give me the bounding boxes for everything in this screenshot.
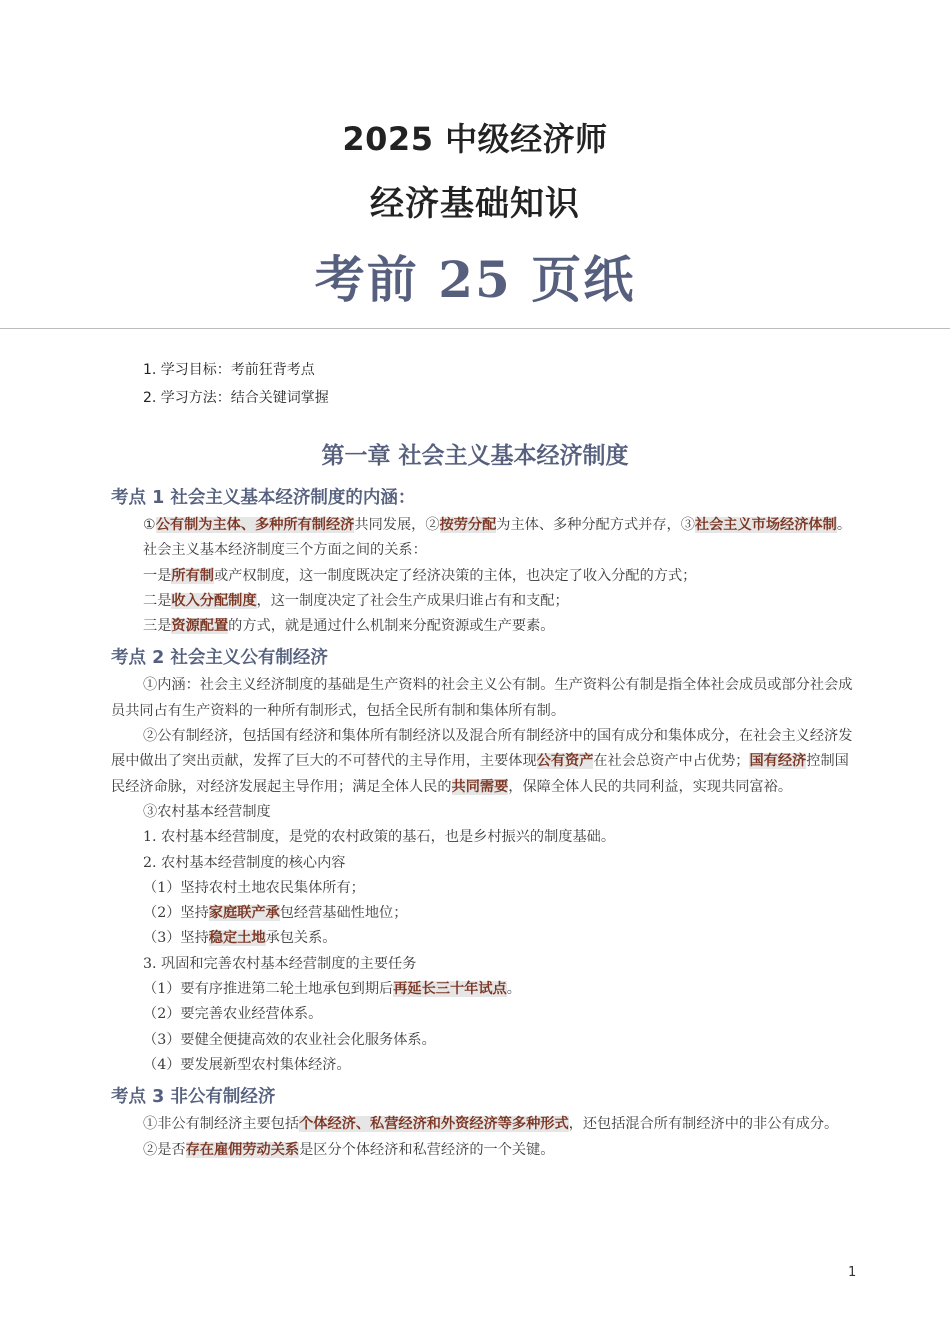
keyword-highlight: 按劳分配 bbox=[439, 517, 497, 533]
text: 是区分个体经济和私营经济的一个关键。 bbox=[299, 1141, 555, 1158]
text: （2）坚持 bbox=[143, 905, 209, 922]
goal-item: 1. 学习目标：考前狂背考点 bbox=[143, 362, 315, 378]
text: ②公有制经济，包括国有经济和集体所有制经济以及混合所有制经济中的国有成分和集体成分，在社会主义经济发展中做出了突出贡献，发挥了巨大的不可替代的主导作用，主要体现 bbox=[111, 728, 853, 770]
text: 承包关系。 bbox=[265, 930, 337, 947]
paragraph: 1. 农村基本经营制度，是党的农村政策的基石，也是乡村振兴的制度基础。 bbox=[143, 829, 616, 846]
text: 控制国民经济命脉，对经济发展起主导作用；满足全体人民的 bbox=[111, 753, 849, 795]
keyword-highlight: 所有制 bbox=[171, 567, 214, 584]
text: 在社会总资产中占优势； bbox=[593, 753, 750, 770]
keyword-highlight: 收入分配制度 bbox=[171, 592, 257, 609]
text: 为主体、多种分配方式并存，③ bbox=[496, 517, 695, 533]
keyword-highlight: 存在雇佣劳动关系 bbox=[185, 1141, 300, 1158]
section-heading-3: 考点 3 非公有制经济 bbox=[111, 1087, 276, 1108]
paragraph: ③农村基本经营制度 bbox=[143, 803, 271, 820]
paragraph: （2）要完善农业经营体系。 bbox=[143, 1006, 323, 1023]
paragraph bbox=[111, 1112, 859, 1137]
paragraph bbox=[111, 977, 859, 1002]
paragraph: 3. 巩固和完善农村基本经营制度的主要任务 bbox=[143, 955, 417, 972]
keyword-highlight: 共同需要 bbox=[451, 778, 509, 795]
study-goals bbox=[143, 358, 329, 414]
title-divider bbox=[0, 328, 950, 329]
paragraph bbox=[111, 513, 859, 538]
document-body bbox=[111, 483, 859, 1163]
keyword-highlight: 公有资产 bbox=[536, 753, 594, 770]
text: 。 bbox=[836, 517, 852, 533]
paragraph: （3）要健全便捷高效的农业社会化服务体系。 bbox=[143, 1031, 436, 1048]
paragraph: ①内涵：社会主义经济制度的基础是生产资料的社会主义公有制。生产资料公有制是指全体社会成员或部分社会成员共同占有生产资料的一种所有制形式，包括全民所有制和集体所有制。 bbox=[111, 677, 853, 719]
section-heading-2: 考点 2 社会主义公有制经济 bbox=[111, 648, 328, 669]
text: 一是 bbox=[143, 567, 172, 584]
text: 。 bbox=[506, 981, 521, 998]
text: 的方式，就是通过什么机制来分配资源或生产要素。 bbox=[228, 618, 555, 635]
document-title-year: 2025 中级经济师 bbox=[342, 120, 608, 158]
text: ，还包括混合所有制经济中的非公有成分。 bbox=[568, 1116, 839, 1133]
goal-item: 2. 学习方法：结合关键词掌握 bbox=[143, 390, 329, 406]
text: （3）坚持 bbox=[143, 930, 209, 947]
keyword-highlight: 国有经济 bbox=[749, 753, 807, 770]
text: （1）要有序推进第二轮土地承包到期后 bbox=[143, 981, 394, 998]
keyword-highlight: 个体经济、私营经济和外资经济等多种形式 bbox=[299, 1116, 569, 1133]
document-title-subject: 经济基础知识 bbox=[370, 184, 580, 224]
text: 包经营基础性地位； bbox=[279, 905, 408, 922]
keyword-highlight: 公有制为主体、多种所有制经济 bbox=[155, 517, 355, 533]
text: ① bbox=[143, 517, 156, 533]
section-heading-1: 考点 1 社会主义基本经济制度的内涵： bbox=[111, 488, 416, 508]
paragraph bbox=[111, 589, 859, 614]
keyword-highlight: 资源配置 bbox=[171, 618, 229, 635]
paragraph: （4）要发展新型农村集体经济。 bbox=[143, 1056, 351, 1073]
paragraph bbox=[111, 564, 859, 589]
paragraph bbox=[111, 614, 859, 639]
paragraph bbox=[111, 901, 859, 926]
paragraph bbox=[111, 724, 859, 800]
keyword-highlight: 再延长三十年试点 bbox=[393, 981, 507, 998]
text: 三是 bbox=[143, 618, 172, 635]
text: 共同发展，② bbox=[354, 517, 440, 533]
paragraph: 2. 农村基本经营制度的核心内容 bbox=[143, 854, 346, 871]
chapter-title: 第一章 社会主义基本经济制度 bbox=[321, 442, 629, 469]
paragraph: 社会主义基本经济制度三个方面之间的关系： bbox=[143, 542, 427, 559]
text: ②是否 bbox=[143, 1141, 186, 1158]
document-title-main: 考前 25 页纸 bbox=[314, 250, 636, 309]
text: 二是 bbox=[143, 592, 172, 609]
text: ①非公有制经济主要包括 bbox=[143, 1116, 300, 1133]
paragraph: （1）坚持农村土地农民集体所有； bbox=[143, 879, 365, 896]
text: 或产权制度，这一制度既决定了经济决策的主体，也决定了收入分配的方式； bbox=[213, 567, 697, 584]
keyword-highlight: 社会主义市场经济体制 bbox=[694, 517, 837, 533]
keyword-highlight: 家庭联产承 bbox=[208, 905, 280, 922]
text: ，这一制度决定了社会生产成果归谁占有和支配； bbox=[256, 592, 569, 609]
text: ，保障全体人民的共同利益，实现共同富裕。 bbox=[508, 778, 793, 795]
page-number: 1 bbox=[848, 1265, 857, 1280]
paragraph bbox=[111, 1138, 859, 1163]
keyword-highlight: 稳定土地 bbox=[208, 930, 266, 947]
paragraph bbox=[111, 926, 859, 951]
